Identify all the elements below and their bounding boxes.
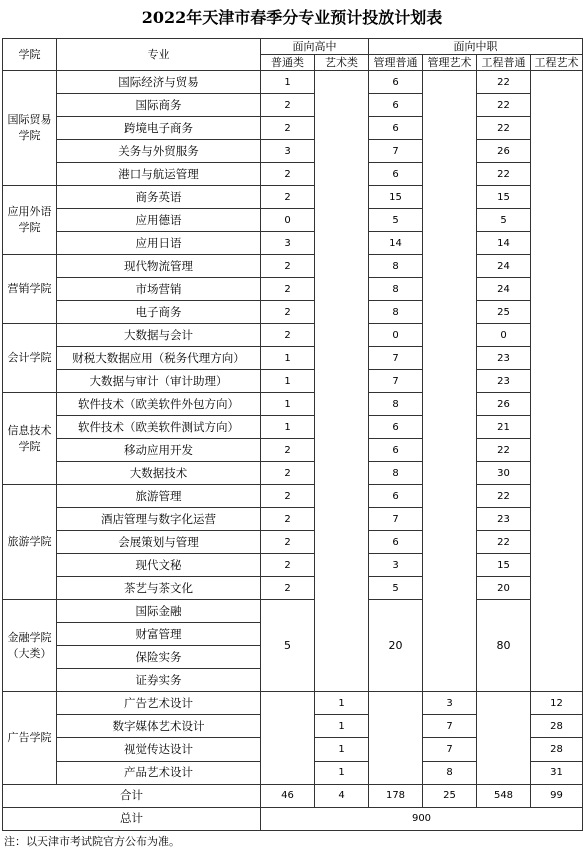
cell-guanli-putong: 6 [369,163,423,186]
table-row [3,255,583,278]
table-row [3,462,583,485]
cell-putong: 2 [261,94,315,117]
header-vocational: 面向中职 [369,39,583,55]
cell-guanli-putong: 7 [369,140,423,163]
cell-yishu-blank [315,71,369,692]
major-name: 产品艺术设计 [57,761,261,784]
cell-putong: 2 [261,301,315,324]
cell-guanli-putong: 6 [369,485,423,508]
cell-putong: 1 [261,370,315,393]
cell-gongcheng-yishu-blank [531,71,583,692]
table-row [3,232,583,255]
cell-guanli-putong: 8 [369,255,423,278]
cell-gongcheng-yishu: 12 [531,692,583,715]
cell-gongcheng-yishu: 28 [531,715,583,738]
major-name: 应用德语 [57,209,261,232]
major-name: 大数据技术 [57,462,261,485]
major-name: 保险实务 [57,646,261,669]
table-row [3,347,583,370]
subtotal-yishu: 4 [315,784,369,807]
cell-guanli-putong: 5 [369,577,423,600]
cell-gongcheng-putong-blank [477,692,531,784]
cell-gongcheng-putong: 26 [477,393,531,416]
cell-gongcheng-putong-jinrong: 80 [477,600,531,692]
cell-guanli-putong: 6 [369,531,423,554]
cell-gongcheng-putong: 26 [477,140,531,163]
cell-guanli-putong: 7 [369,347,423,370]
cell-guanli-putong-blank [369,692,423,784]
table-row [3,39,583,55]
cell-putong: 2 [261,278,315,301]
cell-putong: 2 [261,117,315,140]
cell-guanli-putong: 6 [369,416,423,439]
table-row [3,278,583,301]
cell-gongcheng-putong: 22 [477,94,531,117]
cell-gongcheng-putong: 15 [477,186,531,209]
header-high-school: 面向高中 [261,39,369,55]
college-guanggao: 广告学院 [3,692,57,784]
header-major: 专业 [57,39,261,71]
cell-guanli-putong: 5 [369,209,423,232]
major-name: 视觉传达设计 [57,738,261,761]
major-name: 国际商务 [57,94,261,117]
cell-putong: 2 [261,462,315,485]
major-name: 应用日语 [57,232,261,255]
footnote: 注：以天津市考试院官方公布为准。 [4,835,180,848]
cell-guanli-putong: 6 [369,71,423,94]
cell-gongcheng-putong: 5 [477,209,531,232]
cell-guanli-putong: 8 [369,393,423,416]
cell-putong: 1 [261,347,315,370]
table-row [3,186,583,209]
major-name: 国际经济与贸易 [57,71,261,94]
cell-putong: 0 [261,209,315,232]
cell-guanli-yishu-blank [423,71,477,692]
table-row [3,485,583,508]
cell-guanli-yishu: 3 [423,692,477,715]
cell-gongcheng-putong: 22 [477,71,531,94]
header-gongcheng-putong: 工程普通 [477,55,531,71]
major-name: 软件技术（欧美软件测试方向） [57,416,261,439]
cell-gongcheng-putong: 0 [477,324,531,347]
table-row [3,117,583,140]
cell-gongcheng-putong: 23 [477,370,531,393]
total-label: 总计 [3,807,261,830]
subtotal-label: 合计 [3,784,261,807]
subtotal-gp: 178 [369,784,423,807]
table-row [3,439,583,462]
cell-putong: 2 [261,577,315,600]
cell-putong: 2 [261,554,315,577]
major-name: 酒店管理与数字化运营 [57,508,261,531]
table-row [3,71,583,94]
table-row [3,531,583,554]
table-row [3,301,583,324]
cell-yishu: 1 [315,715,369,738]
major-name: 大数据与审计（审计助理） [57,370,261,393]
cell-putong: 3 [261,232,315,255]
cell-putong: 2 [261,485,315,508]
cell-gongcheng-putong: 14 [477,232,531,255]
cell-putong-blank [261,692,315,784]
table-row [3,94,583,117]
cell-putong: 1 [261,416,315,439]
table-row [3,692,583,715]
cell-putong: 2 [261,255,315,278]
table-row [3,577,583,600]
table-row [3,784,583,807]
cell-putong: 2 [261,163,315,186]
cell-putong: 2 [261,508,315,531]
major-name: 港口与航运管理 [57,163,261,186]
college-waiyu: 应用外语学院 [3,186,57,255]
cell-gongcheng-yishu: 31 [531,761,583,784]
cell-guanli-yishu: 8 [423,761,477,784]
table-row [3,554,583,577]
major-name: 会展策划与管理 [57,531,261,554]
major-name: 现代文秘 [57,554,261,577]
cell-putong: 2 [261,324,315,347]
table-row [3,600,583,623]
major-name: 旅游管理 [57,485,261,508]
college-guomao: 国际贸易学院 [3,71,57,186]
major-name: 软件技术（欧美软件外包方向） [57,393,261,416]
cell-putong: 2 [261,439,315,462]
header-guanli-putong: 管理普通 [369,55,423,71]
major-name: 大数据与会计 [57,324,261,347]
cell-putong-jinrong: 5 [261,600,315,692]
subtotal-putong: 46 [261,784,315,807]
cell-gongcheng-putong: 24 [477,278,531,301]
table-row [3,163,583,186]
major-name: 电子商务 [57,301,261,324]
cell-gongcheng-putong: 22 [477,163,531,186]
major-name: 移动应用开发 [57,439,261,462]
cell-guanli-putong: 7 [369,508,423,531]
cell-putong: 1 [261,393,315,416]
cell-gongcheng-yishu: 28 [531,738,583,761]
header-putong: 普通类 [261,55,315,71]
cell-guanli-putong: 14 [369,232,423,255]
cell-gongcheng-putong: 25 [477,301,531,324]
cell-guanli-putong: 6 [369,117,423,140]
cell-gongcheng-putong: 20 [477,577,531,600]
cell-yishu: 1 [315,692,369,715]
cell-putong: 3 [261,140,315,163]
cell-gongcheng-putong: 24 [477,255,531,278]
major-name: 商务英语 [57,186,261,209]
major-name: 关务与外贸服务 [57,140,261,163]
cell-guanli-putong: 6 [369,439,423,462]
cell-guanli-putong-jinrong: 20 [369,600,423,692]
cell-guanli-yishu: 7 [423,715,477,738]
subtotal-gy: 25 [423,784,477,807]
cell-guanli-putong: 7 [369,370,423,393]
college-kuaiji: 会计学院 [3,324,57,393]
header-yishu: 艺术类 [315,55,369,71]
cell-guanli-putong: 6 [369,94,423,117]
cell-gongcheng-putong: 23 [477,347,531,370]
college-lvyou: 旅游学院 [3,485,57,600]
cell-putong: 1 [261,71,315,94]
major-name: 茶艺与茶文化 [57,577,261,600]
cell-yishu: 1 [315,738,369,761]
cell-putong: 2 [261,531,315,554]
college-jinrong: 金融学院（大类） [3,600,57,692]
cell-guanli-yishu: 7 [423,738,477,761]
subtotal-gcy: 99 [531,784,583,807]
cell-putong: 2 [261,186,315,209]
major-name: 广告艺术设计 [57,692,261,715]
major-name: 数字媒体艺术设计 [57,715,261,738]
cell-guanli-putong: 15 [369,186,423,209]
cell-gongcheng-putong: 30 [477,462,531,485]
table-row [3,324,583,347]
cell-guanli-putong: 3 [369,554,423,577]
table-row [3,140,583,163]
total-value: 900 [261,807,583,830]
enrollment-plan-table [2,38,583,831]
major-name: 财税大数据应用（税务代理方向） [57,347,261,370]
major-name: 财富管理 [57,623,261,646]
header-guanli-yishu: 管理艺术 [423,55,477,71]
table-row [3,393,583,416]
cell-guanli-putong: 8 [369,301,423,324]
cell-guanli-putong: 8 [369,278,423,301]
cell-gongcheng-putong: 21 [477,416,531,439]
college-yingxiao: 营销学院 [3,255,57,324]
major-name: 证券实务 [57,669,261,692]
table-row [3,209,583,232]
cell-guanli-putong: 8 [369,462,423,485]
cell-gongcheng-putong: 23 [477,508,531,531]
major-name: 跨境电子商务 [57,117,261,140]
header-college: 学院 [3,39,57,71]
table-row [3,416,583,439]
page-title: 2022年天津市春季分专业预计投放计划表 [141,8,443,27]
table-row [3,508,583,531]
cell-gongcheng-putong: 22 [477,439,531,462]
table-row [3,807,583,830]
cell-gongcheng-putong: 22 [477,531,531,554]
cell-yishu: 1 [315,761,369,784]
subtotal-gcp: 548 [477,784,531,807]
college-xinxi: 信息技术学院 [3,393,57,485]
header-gongcheng-yishu: 工程艺术 [531,55,583,71]
cell-gongcheng-putong: 15 [477,554,531,577]
cell-gongcheng-putong: 22 [477,485,531,508]
cell-guanli-putong: 0 [369,324,423,347]
table-row [3,370,583,393]
cell-gongcheng-putong: 22 [477,117,531,140]
major-name: 国际金融 [57,600,261,623]
major-name: 现代物流管理 [57,255,261,278]
major-name: 市场营销 [57,278,261,301]
